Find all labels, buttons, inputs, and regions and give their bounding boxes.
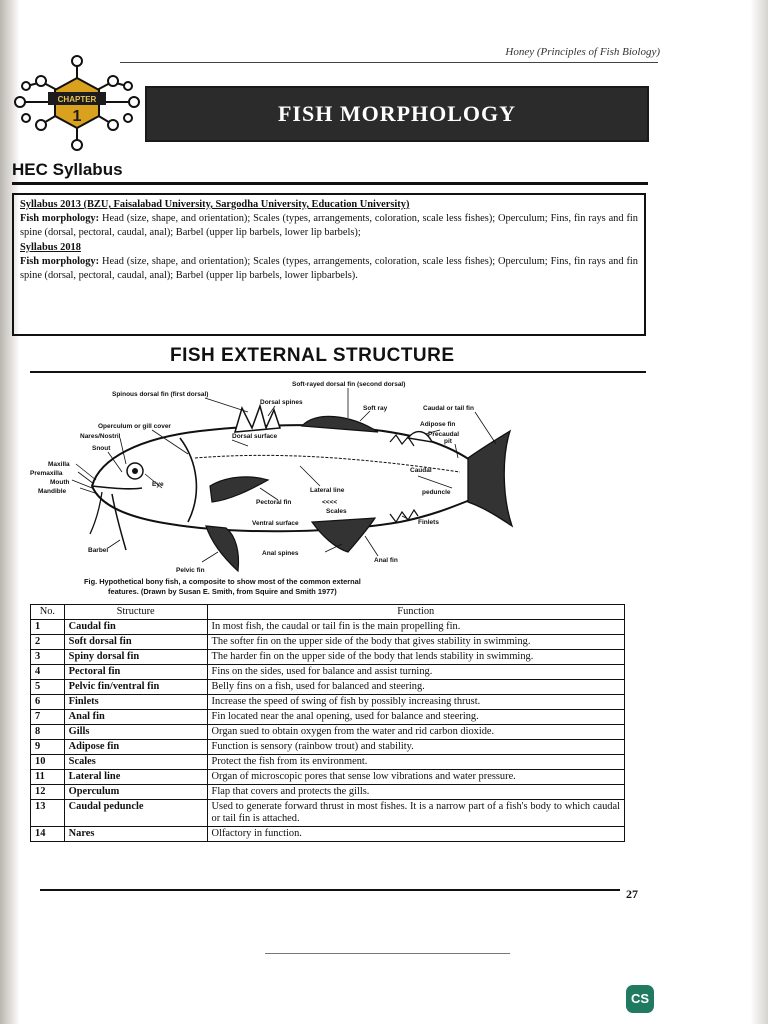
row-no: 6 (31, 695, 65, 710)
label-maxilla: Maxilla (48, 461, 70, 468)
label-anal-spines: Anal spines (262, 550, 299, 557)
row-no: 2 (31, 635, 65, 650)
label-operculum: Operculum or gill cover (98, 423, 171, 430)
label-pectoral: Pectoral fin (256, 499, 292, 506)
syllabus-2013-text: Head (size, shape, and orientation); Scales (types, arrangements, coloration, scale less fishes); Operculum; Fins, fin rays and fin spine (dorsal, pectoral, caudal, anal); Barbel (upper lip barbels, lower lip barbels); (20, 213, 638, 239)
row-function: Belly fins on a fish, used for balanced and steering. (207, 680, 624, 695)
table-row (31, 725, 625, 740)
label-ventral-surface: Ventral surface (252, 520, 299, 527)
row-no: 5 (31, 680, 65, 695)
label-caudal: Caudal (410, 467, 432, 474)
row-function: The harder fin on the upper side of the body that lends stability in swimming. (207, 650, 624, 665)
table-header-row (31, 605, 625, 620)
row-structure: Finlets (64, 695, 207, 710)
row-function: The softer fin on the upper side of the body that gives stability in swimming. (207, 635, 624, 650)
label-soft-dorsal: Soft-rayed dorsal fin (second dorsal) (292, 381, 406, 388)
syllabus-2018-label: Fish morphology: (20, 255, 100, 267)
row-structure: Nares (64, 827, 207, 842)
row-function: Increase the speed of swing of fish by possibly increasing thrust. (207, 695, 624, 710)
label-anal-fin: Anal fin (374, 557, 398, 564)
row-structure: Operculum (64, 785, 207, 800)
syllabus-box (12, 193, 646, 336)
bottom-rule (40, 889, 620, 891)
syllabus-2013-label: Fish morphology: (20, 213, 100, 225)
syllabus-2018-heading: Syllabus 2018 (20, 241, 81, 253)
row-structure: Pelvic fin/ventral fin (64, 680, 207, 695)
label-dorsal-spines: Dorsal spines (260, 399, 303, 406)
row-no: 13 (31, 800, 65, 827)
label-caudal-fin: Caudal or tail fin (423, 405, 474, 412)
syllabus-2013-paragraph (20, 212, 638, 240)
syllabus-2018-paragraph (20, 255, 638, 283)
header-structure: Structure (64, 605, 207, 620)
anal-fin-shape (312, 518, 375, 552)
table-row (31, 800, 625, 827)
header-function: Function (207, 605, 624, 620)
row-no: 7 (31, 710, 65, 725)
table-row (31, 695, 625, 710)
row-structure: Lateral line (64, 770, 207, 785)
label-pelvic: Pelvic fin (176, 567, 205, 574)
label-eye: Eye (152, 481, 164, 488)
row-no: 10 (31, 755, 65, 770)
table-row (31, 680, 625, 695)
figure-caption (84, 577, 484, 596)
hec-rule (12, 182, 648, 185)
caption-line-1: Fig. Hypothetical bony fish, a composite to show most of the common external (84, 577, 361, 586)
label-snout: Snout (92, 445, 111, 452)
label-soft-ray: Soft ray (363, 405, 388, 412)
label-mandible: Mandible (38, 488, 67, 495)
row-function: Flap that covers and protects the gills. (207, 785, 624, 800)
label-precaudal: Precaudal (428, 431, 460, 438)
row-function: In most fish, the caudal or tail fin is the main propelling fin. (207, 620, 624, 635)
label-finlets: Finlets (418, 519, 439, 526)
row-no: 1 (31, 620, 65, 635)
label-adipose: Adipose fin (420, 421, 456, 428)
row-function: Organ of microscopic pores that sense low vibrations and water pressure. (207, 770, 624, 785)
scan-page-edge (0, 0, 20, 1024)
table-row (31, 770, 625, 785)
label-scales: Scales (326, 508, 347, 515)
structure-function-table (30, 604, 625, 842)
label-premaxilla: Premaxilla (30, 470, 63, 477)
table-row (31, 650, 625, 665)
row-structure: Spiny dorsal fin (64, 650, 207, 665)
row-structure: Pectoral fin (64, 665, 207, 680)
row-function: Used to generate forward thrust in most fishes. It is a narrow part of a fish's body to which caudal or tail fin is attached. (207, 800, 624, 827)
chapter-emblem (12, 52, 142, 152)
page-number: 27 (626, 887, 638, 901)
row-structure: Soft dorsal fin (64, 635, 207, 650)
label-nares: Nares/Nostril (80, 433, 121, 440)
syllabus-2018-text: Head (size, shape, and orientation); Scales (types, arrangements, coloration, scale less fishes); Operculum; Fins, fin rays and fin spine (dorsal, pectoral, caudal, anal); Barbel (upper lip barbels, lower lipbarbels). (20, 255, 638, 282)
row-function: Fins on the sides, used for balance and assist turning. (207, 665, 624, 680)
table-row (31, 620, 625, 635)
row-structure: Gills (64, 725, 207, 740)
row-no: 14 (31, 827, 65, 842)
table-row (31, 635, 625, 650)
row-no: 11 (31, 770, 65, 785)
chapter-number: 1 (72, 108, 82, 125)
pelvic-fin-shape (206, 526, 239, 571)
row-no: 8 (31, 725, 65, 740)
syllabus-2013-heading: Syllabus 2013 (BZU, Faisalabad University, Sargodha University, Education University) (20, 199, 410, 210)
row-function: Organ sued to obtain oxygen from the water and rid carbon dioxide. (207, 725, 624, 740)
chapter-title: FISH MORPHOLOGY (277, 101, 517, 126)
row-no: 4 (31, 665, 65, 680)
label-dorsal-surface: Dorsal surface (232, 433, 278, 440)
running-head-rule (120, 62, 658, 63)
section-title: FISH EXTERNAL STRUCTURE (170, 345, 455, 366)
row-function: Function is sensory (rainbow trout) and stability. (207, 740, 624, 755)
row-no: 3 (31, 650, 65, 665)
row-structure: Anal fin (64, 710, 207, 725)
scan-rule (265, 953, 510, 954)
table-row (31, 827, 625, 842)
camscanner-badge: CS (626, 985, 654, 1013)
chapter-title-bar (145, 86, 649, 142)
section-rule (30, 371, 646, 373)
row-function: Fin located near the anal opening, used for balance and steering. (207, 710, 624, 725)
row-structure: Scales (64, 755, 207, 770)
label-pit: pit (444, 438, 452, 445)
row-structure: Caudal fin (64, 620, 207, 635)
running-head: Honey (Principles of Fish Biology) (505, 46, 660, 58)
label-mouth: Mouth (50, 479, 70, 486)
label-spinous-dorsal: Spinous dorsal fin (first dorsal) (112, 391, 209, 398)
label-scales-glyph: <<<< (322, 499, 338, 506)
scan-right-edge (750, 0, 768, 1024)
table-row (31, 740, 625, 755)
label-lateral-line: Lateral line (310, 487, 345, 494)
header-no: No. (31, 605, 65, 620)
fish-diagram (30, 376, 630, 576)
table-row (31, 755, 625, 770)
caudal-fin-shape (468, 431, 512, 526)
row-function: Olfactory in function. (207, 827, 624, 842)
row-structure: Adipose fin (64, 740, 207, 755)
row-function: Protect the fish from its environment. (207, 755, 624, 770)
hec-syllabus-heading: HEC Syllabus (12, 160, 123, 179)
fish-body (92, 425, 470, 531)
chapter-label: CHAPTER (57, 95, 97, 104)
row-structure: Caudal peduncle (64, 800, 207, 827)
row-no: 12 (31, 785, 65, 800)
table-row (31, 665, 625, 680)
row-no: 9 (31, 740, 65, 755)
label-peduncle: peduncle (422, 489, 451, 496)
table-row (31, 710, 625, 725)
caption-line-2: features. (Drawn by Susan E. Smith, from Squire and Smith 1977) (108, 586, 337, 596)
table-row (31, 785, 625, 800)
label-barbel: Barbel (88, 547, 109, 554)
